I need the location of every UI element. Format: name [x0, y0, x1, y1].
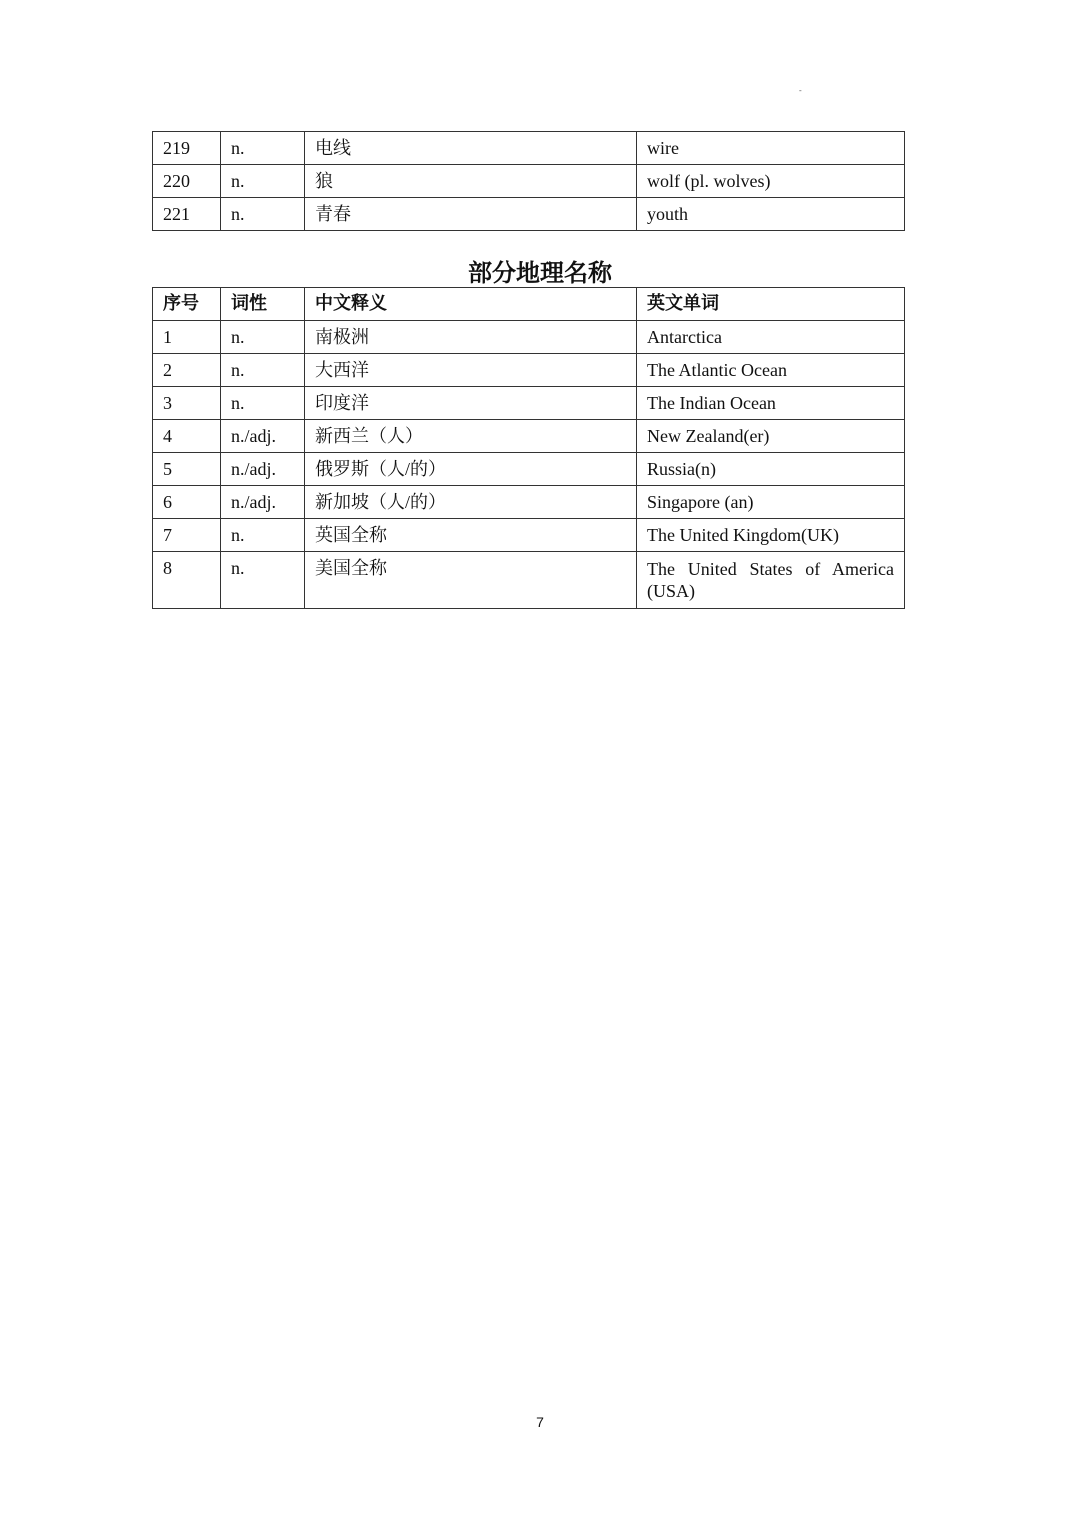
- row-number: 220: [153, 165, 221, 198]
- table-row: [153, 321, 905, 354]
- header-english-word: 英文单词: [637, 288, 905, 321]
- part-of-speech: n.: [221, 519, 305, 552]
- table-row: [153, 132, 905, 165]
- english-word: youth: [637, 198, 905, 231]
- row-number: 5: [153, 453, 221, 486]
- chinese-meaning: 青春: [305, 198, 637, 231]
- page-mark: -: [799, 86, 802, 95]
- table-row: [153, 387, 905, 420]
- chinese-meaning: 电线: [305, 132, 637, 165]
- part-of-speech: n./adj.: [221, 453, 305, 486]
- chinese-meaning: 印度洋: [305, 387, 637, 420]
- row-number: 2: [153, 354, 221, 387]
- row-number: 7: [153, 519, 221, 552]
- row-number: 4: [153, 420, 221, 453]
- chinese-meaning: 南极洲: [305, 321, 637, 354]
- table-row: [153, 519, 905, 552]
- row-number: 221: [153, 198, 221, 231]
- chinese-meaning: 大西洋: [305, 354, 637, 387]
- table-row: [153, 453, 905, 486]
- row-number: 219: [153, 132, 221, 165]
- chinese-meaning: 俄罗斯（人/的）: [305, 453, 637, 486]
- geography-names-table: [152, 287, 905, 609]
- part-of-speech: n./adj.: [221, 486, 305, 519]
- part-of-speech: n.: [221, 165, 305, 198]
- english-word: New Zealand(er): [637, 420, 905, 453]
- row-number: 1: [153, 321, 221, 354]
- header-chinese-meaning: 中文释义: [305, 288, 637, 321]
- row-number: 6: [153, 486, 221, 519]
- table-row: [153, 420, 905, 453]
- english-word: The United States of America (USA): [637, 552, 905, 609]
- english-word: Russia(n): [637, 453, 905, 486]
- english-word: wire: [637, 132, 905, 165]
- table-row: [153, 165, 905, 198]
- header-number: 序号: [153, 288, 221, 321]
- table-header-row: [153, 288, 905, 321]
- part-of-speech: n.: [221, 132, 305, 165]
- part-of-speech: n.: [221, 552, 305, 609]
- page-number: 7: [536, 1414, 544, 1430]
- part-of-speech: n.: [221, 354, 305, 387]
- vocab-table-continued: [152, 131, 905, 231]
- chinese-meaning: 英国全称: [305, 519, 637, 552]
- row-number: 8: [153, 552, 221, 609]
- part-of-speech: n.: [221, 321, 305, 354]
- english-word: The Atlantic Ocean: [637, 354, 905, 387]
- english-word: Singapore (an): [637, 486, 905, 519]
- table-row: [153, 354, 905, 387]
- english-word: wolf (pl. wolves): [637, 165, 905, 198]
- chinese-meaning: 美国全称: [305, 552, 637, 609]
- chinese-meaning: 新加坡（人/的）: [305, 486, 637, 519]
- part-of-speech: n.: [221, 198, 305, 231]
- english-word: The Indian Ocean: [637, 387, 905, 420]
- table-row: [153, 198, 905, 231]
- row-number: 3: [153, 387, 221, 420]
- chinese-meaning: 狼: [305, 165, 637, 198]
- table-row: [153, 552, 905, 609]
- header-part-of-speech: 词性: [221, 288, 305, 321]
- english-word: The United Kingdom(UK): [637, 519, 905, 552]
- part-of-speech: n./adj.: [221, 420, 305, 453]
- part-of-speech: n.: [221, 387, 305, 420]
- section-title: 部分地理名称: [468, 259, 612, 287]
- table-row: [153, 486, 905, 519]
- english-word: Antarctica: [637, 321, 905, 354]
- chinese-meaning: 新西兰（人）: [305, 420, 637, 453]
